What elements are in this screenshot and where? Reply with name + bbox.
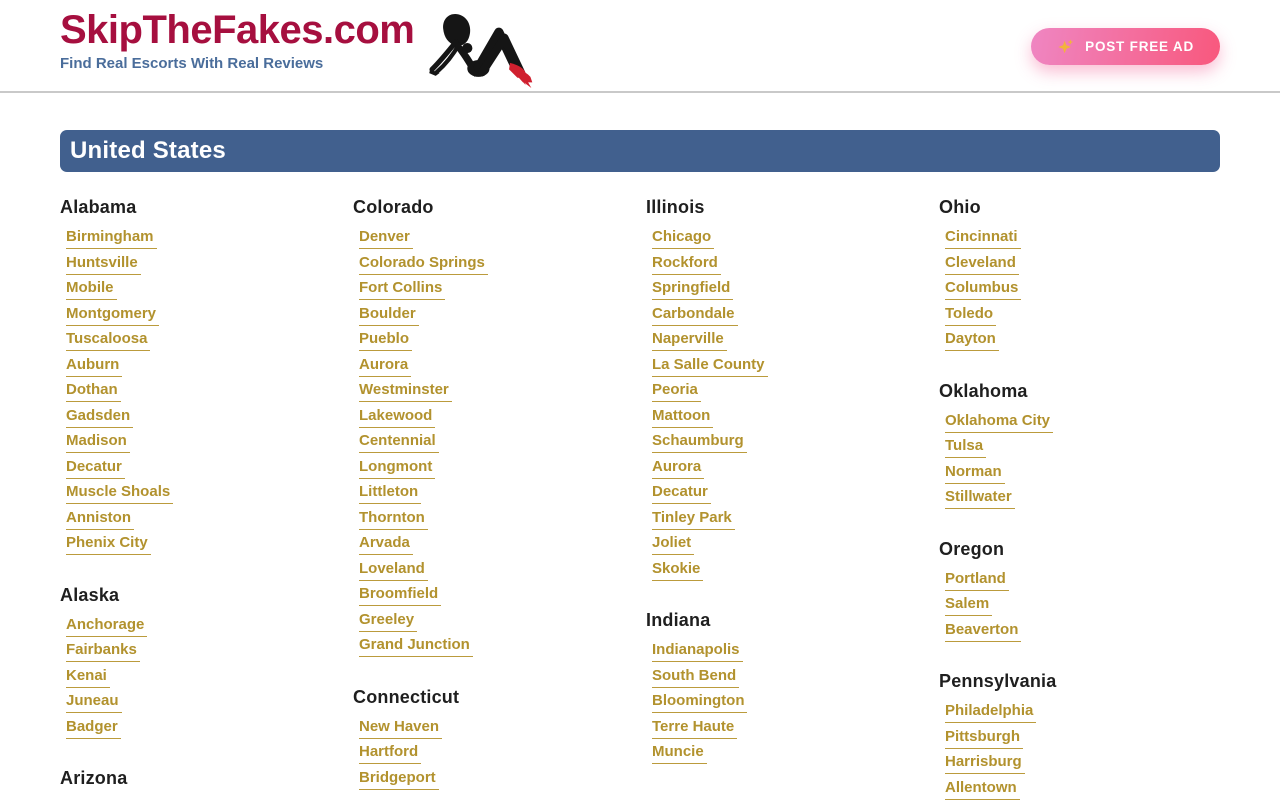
city-link[interactable]: Schaumburg xyxy=(652,432,747,453)
state-heading: Pennsylvania xyxy=(939,671,1057,691)
city-row xyxy=(652,254,927,280)
city-row xyxy=(359,743,634,769)
woman-silhouette-logo xyxy=(428,10,540,93)
city-link[interactable]: Oklahoma City xyxy=(945,412,1053,433)
city-link[interactable]: Boulder xyxy=(359,305,419,326)
city-row xyxy=(66,534,341,560)
city-link[interactable]: Allentown xyxy=(945,779,1020,800)
city-link[interactable]: Philadelphia xyxy=(945,702,1036,723)
city-row xyxy=(652,483,927,509)
city-row xyxy=(945,279,1220,305)
city-link[interactable]: Fort Collins xyxy=(359,279,445,300)
city-row xyxy=(652,381,927,407)
city-row xyxy=(359,407,634,433)
city-row xyxy=(66,228,341,254)
city-link[interactable]: Centennial xyxy=(359,432,439,453)
city-list xyxy=(646,641,927,769)
city-row xyxy=(359,279,634,305)
city-row xyxy=(66,692,341,718)
city-link[interactable]: Decatur xyxy=(66,458,125,479)
city-link[interactable]: Juneau xyxy=(66,692,122,713)
state-heading: Alabama xyxy=(60,197,137,217)
directory-columns xyxy=(60,198,1220,800)
state-heading: Indiana xyxy=(646,610,711,630)
city-link[interactable]: Loveland xyxy=(359,560,428,581)
country-banner xyxy=(60,130,1220,172)
city-row xyxy=(945,570,1220,596)
city-row xyxy=(66,616,341,642)
city-list xyxy=(60,616,341,744)
city-row xyxy=(652,692,927,718)
city-list xyxy=(353,718,634,795)
city-link[interactable]: Stillwater xyxy=(945,488,1015,509)
city-row xyxy=(652,228,927,254)
site-title[interactable]: SkipTheFakes.com xyxy=(60,8,415,52)
city-row xyxy=(945,779,1220,800)
site-header xyxy=(0,0,1280,93)
city-link[interactable]: Naperville xyxy=(652,330,727,351)
city-row xyxy=(945,254,1220,280)
city-link[interactable]: Tuscaloosa xyxy=(66,330,150,351)
city-link[interactable]: Thornton xyxy=(359,509,428,530)
city-row xyxy=(945,753,1220,779)
city-link[interactable]: Columbus xyxy=(945,279,1021,300)
city-link[interactable]: New Haven xyxy=(359,718,442,739)
city-link[interactable]: Badger xyxy=(66,718,121,739)
city-link[interactable]: Bloomington xyxy=(652,692,747,713)
city-row xyxy=(66,458,341,484)
city-link[interactable]: Terre Haute xyxy=(652,718,737,739)
city-link[interactable]: Lakewood xyxy=(359,407,435,428)
city-link[interactable]: Carbondale xyxy=(652,305,738,326)
city-link[interactable]: Dayton xyxy=(945,330,999,351)
city-link[interactable]: Fairbanks xyxy=(66,641,140,662)
city-row xyxy=(66,381,341,407)
city-link[interactable]: Muscle Shoals xyxy=(66,483,173,504)
city-row xyxy=(359,560,634,586)
city-row xyxy=(652,330,927,356)
state-heading: Ohio xyxy=(939,197,981,217)
city-row xyxy=(359,458,634,484)
city-row xyxy=(66,279,341,305)
city-link[interactable]: Gadsden xyxy=(66,407,133,428)
city-row xyxy=(359,483,634,509)
city-link[interactable]: Greeley xyxy=(359,611,417,632)
city-link[interactable]: Birmingham xyxy=(66,228,157,249)
city-link[interactable]: Aurora xyxy=(359,356,411,377)
logo[interactable] xyxy=(60,8,540,93)
city-row xyxy=(652,279,927,305)
city-link[interactable]: Decatur xyxy=(652,483,711,504)
city-link[interactable]: Arvada xyxy=(359,534,413,555)
state-section xyxy=(353,688,634,795)
directory-column xyxy=(60,198,341,800)
city-row xyxy=(945,728,1220,754)
city-link[interactable]: Montgomery xyxy=(66,305,159,326)
city-link[interactable]: Denver xyxy=(359,228,413,249)
city-row xyxy=(359,356,634,382)
state-section xyxy=(60,586,341,744)
city-list xyxy=(939,228,1220,356)
city-row xyxy=(66,718,341,744)
city-row xyxy=(66,356,341,382)
state-section xyxy=(939,198,1220,356)
city-row xyxy=(652,305,927,331)
state-section xyxy=(939,540,1220,647)
state-section xyxy=(939,382,1220,514)
directory-column xyxy=(939,198,1220,800)
city-row xyxy=(66,305,341,331)
city-link[interactable]: Huntsville xyxy=(66,254,141,275)
sparkle-icon xyxy=(1057,38,1075,56)
city-row xyxy=(652,743,927,769)
city-link[interactable]: Beaverton xyxy=(945,621,1021,642)
city-row xyxy=(66,641,341,667)
main-content xyxy=(0,130,1280,800)
city-row xyxy=(66,432,341,458)
city-row xyxy=(652,509,927,535)
city-link[interactable]: South Bend xyxy=(652,667,739,688)
city-list xyxy=(353,228,634,662)
city-link[interactable]: Phenix City xyxy=(66,534,151,555)
city-link[interactable]: Toledo xyxy=(945,305,996,326)
city-link[interactable]: Mobile xyxy=(66,279,117,300)
city-link[interactable]: Hartford xyxy=(359,743,421,764)
city-link[interactable]: Salem xyxy=(945,595,992,616)
city-row xyxy=(359,381,634,407)
city-row xyxy=(359,585,634,611)
city-row xyxy=(945,463,1220,489)
city-list xyxy=(939,412,1220,514)
state-section xyxy=(353,198,634,662)
city-link[interactable]: Anniston xyxy=(66,509,134,530)
city-link[interactable]: Springfield xyxy=(652,279,733,300)
state-heading: Arizona xyxy=(60,768,128,788)
city-link[interactable]: Pueblo xyxy=(359,330,412,351)
city-row xyxy=(66,254,341,280)
city-link[interactable]: Bridgeport xyxy=(359,769,439,790)
city-row xyxy=(652,356,927,382)
directory-column xyxy=(353,198,634,800)
city-row xyxy=(359,509,634,535)
city-row xyxy=(945,702,1220,728)
city-row xyxy=(652,560,927,586)
state-heading: Oklahoma xyxy=(939,380,1028,401)
city-row xyxy=(359,432,634,458)
city-row xyxy=(945,595,1220,621)
state-heading: Connecticut xyxy=(353,686,460,707)
city-row xyxy=(652,641,927,667)
city-row xyxy=(359,718,634,744)
city-link[interactable]: Joliet xyxy=(652,534,694,555)
city-row xyxy=(652,458,927,484)
post-free-ad-button[interactable] xyxy=(1031,28,1220,65)
city-link[interactable]: Indianapolis xyxy=(652,641,743,662)
city-row xyxy=(945,412,1220,438)
city-link[interactable]: Cincinnati xyxy=(945,228,1021,249)
state-heading: Colorado xyxy=(353,197,434,217)
city-row xyxy=(945,488,1220,514)
state-heading: Oregon xyxy=(939,538,1005,559)
city-link[interactable]: Colorado Springs xyxy=(359,254,488,275)
site-tagline: Find Real Escorts With Real Reviews xyxy=(60,54,324,72)
state-section xyxy=(646,198,927,585)
city-row xyxy=(359,330,634,356)
city-link[interactable]: Kenai xyxy=(66,667,110,688)
city-row xyxy=(652,432,927,458)
city-link[interactable]: Longmont xyxy=(359,458,435,479)
state-section xyxy=(939,672,1220,800)
state-heading: Illinois xyxy=(646,197,705,217)
city-row xyxy=(66,483,341,509)
state-section xyxy=(60,769,341,787)
city-link[interactable]: Broomfield xyxy=(359,585,441,606)
city-row xyxy=(945,305,1220,331)
city-link[interactable]: Auburn xyxy=(66,356,122,377)
city-row xyxy=(652,718,927,744)
country-title: United States xyxy=(70,137,226,164)
city-row xyxy=(945,437,1220,463)
city-list xyxy=(939,702,1220,800)
city-row xyxy=(652,534,927,560)
city-link[interactable]: Aurora xyxy=(652,458,704,479)
state-section xyxy=(646,611,927,769)
city-list xyxy=(60,228,341,560)
city-link[interactable]: Skokie xyxy=(652,560,703,581)
city-row xyxy=(359,228,634,254)
city-row xyxy=(359,534,634,560)
city-link[interactable]: Norman xyxy=(945,463,1005,484)
city-row xyxy=(359,611,634,637)
city-link[interactable]: Westminster xyxy=(359,381,452,402)
city-list xyxy=(646,228,927,585)
city-link[interactable]: Littleton xyxy=(359,483,421,504)
city-link[interactable]: Harrisburg xyxy=(945,753,1025,774)
city-link[interactable]: Chicago xyxy=(652,228,714,249)
city-row xyxy=(652,667,927,693)
city-row xyxy=(945,621,1220,647)
city-link[interactable]: Mattoon xyxy=(652,407,713,428)
city-row xyxy=(652,407,927,433)
city-row xyxy=(359,254,634,280)
state-heading: Alaska xyxy=(60,584,120,605)
city-link[interactable]: Tinley Park xyxy=(652,509,735,530)
directory-column xyxy=(646,198,927,800)
city-link[interactable]: Grand Junction xyxy=(359,636,473,657)
city-link[interactable]: Rockford xyxy=(652,254,721,275)
city-link[interactable]: Pittsburgh xyxy=(945,728,1023,749)
city-row xyxy=(359,305,634,331)
city-row xyxy=(66,509,341,535)
city-link[interactable]: Madison xyxy=(66,432,130,453)
city-row xyxy=(945,228,1220,254)
city-row xyxy=(66,330,341,356)
city-list xyxy=(939,570,1220,647)
city-row xyxy=(66,407,341,433)
state-section xyxy=(60,198,341,560)
city-row xyxy=(359,636,634,662)
city-link[interactable]: Tulsa xyxy=(945,437,986,458)
city-link[interactable]: Dothan xyxy=(66,381,121,402)
city-link[interactable]: La Salle County xyxy=(652,356,768,377)
city-row xyxy=(945,330,1220,356)
city-link[interactable]: Cleveland xyxy=(945,254,1019,275)
city-row xyxy=(359,769,634,795)
city-link[interactable]: Anchorage xyxy=(66,616,147,637)
city-link[interactable]: Muncie xyxy=(652,743,707,764)
city-row xyxy=(66,667,341,693)
city-link[interactable]: Peoria xyxy=(652,381,701,402)
city-link[interactable]: Portland xyxy=(945,570,1009,591)
post-free-ad-label: POST FREE AD xyxy=(1085,39,1194,54)
